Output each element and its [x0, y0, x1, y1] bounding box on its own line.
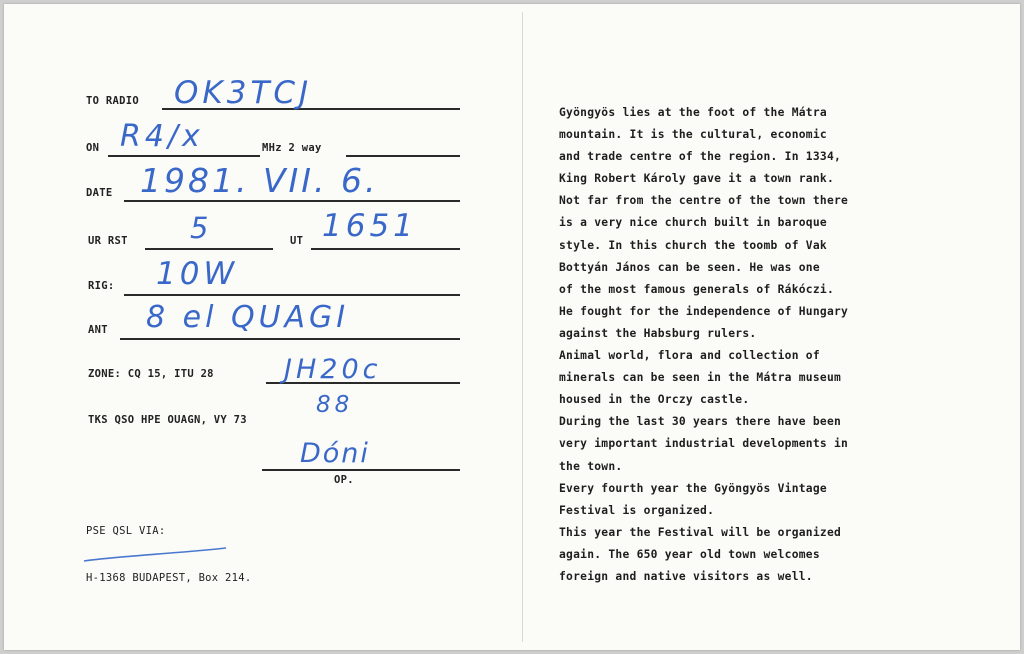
band-handwritten: R4/x — [120, 119, 204, 154]
rig-handwritten: 10W — [156, 256, 239, 292]
description-line: against the Habsburg rulers. — [559, 326, 757, 340]
locator-handwritten: JH20c — [284, 354, 382, 385]
ut-line — [311, 248, 460, 250]
description-line: During the last 30 years there have been — [559, 415, 842, 429]
on-label: ON — [86, 142, 100, 154]
mhz-label: MHz 2 way — [262, 142, 322, 154]
description-line: again. The 650 year old town welcomes — [559, 547, 820, 561]
description-line: Gyöngyös lies at the foot of the Mátra — [559, 106, 827, 119]
description-line: He fought for the independence of Hungary — [559, 304, 849, 318]
description-line: Bottyán János can be seen. He was one — [559, 260, 820, 274]
date-line — [124, 200, 460, 202]
date-handwritten: 1981. VII. 6. — [140, 161, 379, 200]
description-line: foreign and native visitors as well. — [559, 569, 813, 583]
pse-qsl-via-label: PSE QSL VIA: — [86, 525, 166, 537]
description-line: the town. — [559, 459, 623, 473]
description-line: housed in the Orczy castle. — [559, 393, 750, 407]
tks-label: TKS QSO HPE OUAGN, VY 73 — [88, 414, 247, 426]
rig-line — [124, 294, 460, 296]
description-line: This year the Festival will be organized — [559, 525, 842, 539]
op-label: OP. — [334, 474, 354, 486]
op-signature-handwritten: Dóni — [300, 438, 370, 469]
greeting-handwritten: 88 — [316, 392, 354, 418]
rst-handwritten: 5 — [190, 211, 213, 245]
to-radio-label: TO RADIO — [86, 95, 139, 107]
description-line: style. In this church the toomb of Vak — [559, 238, 827, 252]
on-line — [108, 155, 260, 157]
ant-line — [120, 338, 460, 340]
op-line — [262, 469, 460, 471]
description-line: mountain. It is the cultural, economic — [559, 128, 827, 142]
time-handwritten: 1651 — [322, 208, 417, 244]
ur-rst-label: UR RST — [88, 235, 128, 247]
ant-label: ANT — [88, 324, 108, 336]
description-line: minerals can be seen in the Mátra museum — [559, 371, 842, 385]
description-line: Animal world, flora and collection of — [559, 349, 820, 363]
description-text — [559, 102, 969, 588]
mhz-line — [346, 155, 460, 157]
qsl-address: H-1368 BUDAPEST, Box 214. — [86, 572, 252, 584]
qsl-card — [4, 4, 1020, 650]
date-label: DATE — [86, 187, 113, 199]
description-line: Every fourth year the Gyöngyös Vintage — [559, 481, 827, 495]
description-line: of the most famous generals of Rákóczi. — [559, 282, 835, 296]
ant-handwritten: 8 el QUAGI — [146, 300, 350, 335]
ut-label: UT — [290, 235, 304, 247]
description-line: is a very nice church built in baroque — [559, 216, 827, 230]
rig-label: RIG: — [88, 280, 115, 292]
ur-rst-line — [145, 248, 273, 250]
description-line: and trade centre of the region. In 1334, — [559, 150, 842, 164]
callsign-handwritten: OK3TCJ — [174, 75, 313, 111]
description-line: Festival is organized. — [559, 503, 715, 517]
description-line: very important industrial developments in — [559, 437, 849, 451]
blue-pen-stroke — [80, 544, 230, 566]
zone-label: ZONE: CQ 15, ITU 28 — [88, 368, 214, 380]
card-divider — [522, 12, 523, 642]
description-line: Not far from the centre of the town there — [559, 194, 849, 208]
description-line: King Robert Károly gave it a town rank. — [559, 172, 835, 186]
